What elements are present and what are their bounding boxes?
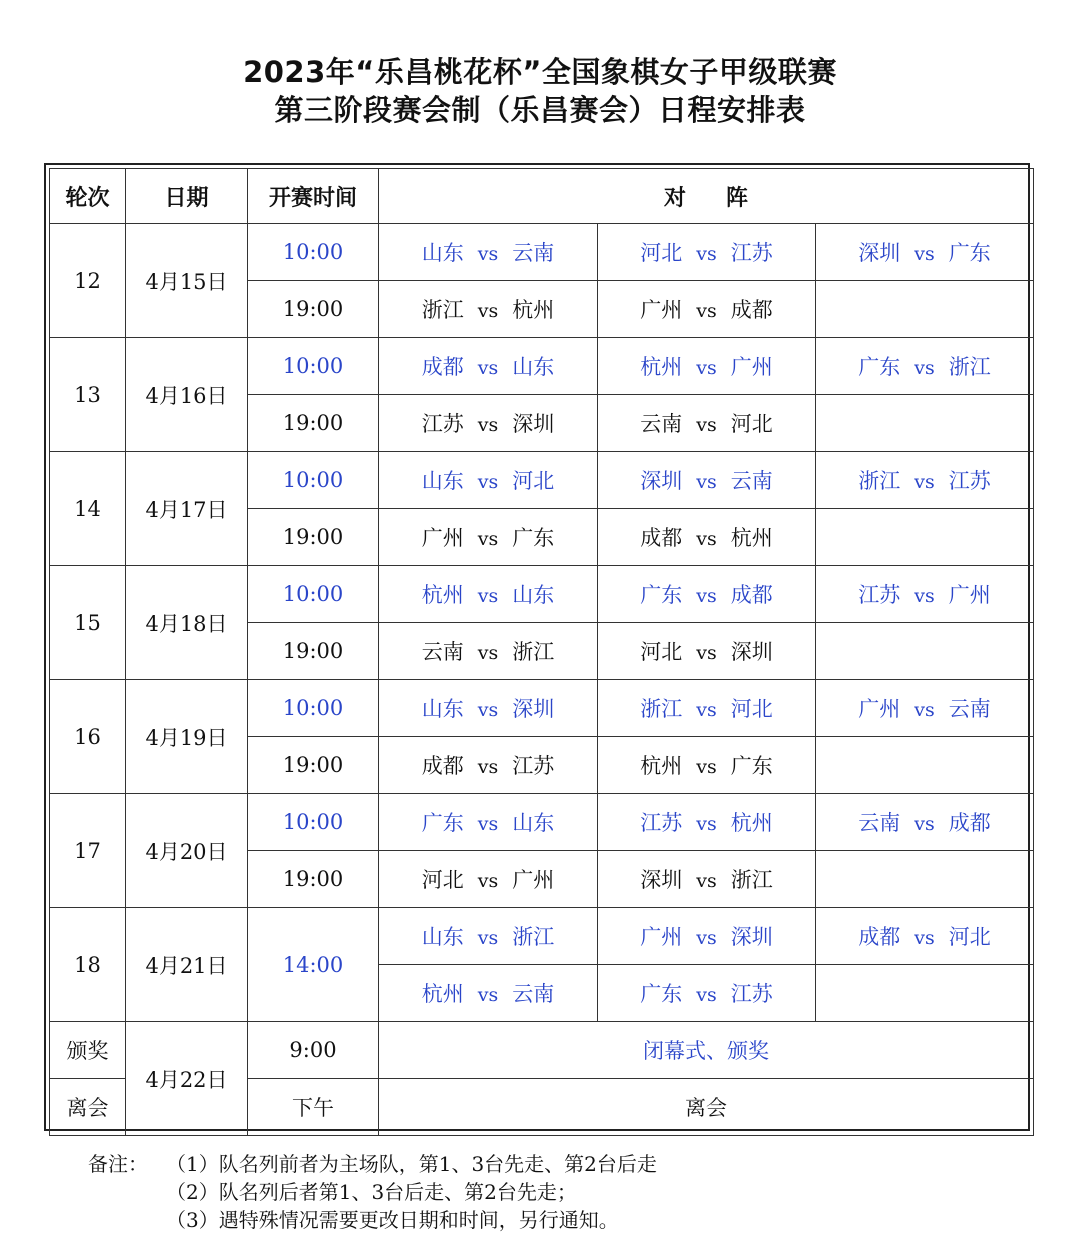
header-row — [50, 169, 1034, 224]
home-team: 河北 — [640, 640, 683, 664]
home-team: 浙江 — [858, 469, 901, 493]
vs-label: vs — [477, 300, 499, 322]
home-team: 江苏 — [421, 412, 464, 436]
away-team: 广东 — [730, 754, 773, 778]
note-2: （2）队名列后者第1、3台后走、第2台先走； — [166, 1180, 577, 1204]
home-team: 广东 — [640, 982, 683, 1006]
away-team: 广州 — [948, 583, 991, 607]
away-team: 山东 — [512, 583, 555, 607]
vs-label: vs — [696, 528, 717, 550]
away-team: 河北 — [512, 469, 555, 493]
home-team: 河北 — [421, 868, 464, 892]
match-cell — [598, 224, 816, 281]
title-line-1: 2023年“乐昌桃花杯”全国象棋女子甲级联赛 — [243, 55, 837, 89]
away-team: 浙江 — [730, 868, 773, 892]
match-cell — [598, 965, 816, 1022]
match-cell — [598, 737, 816, 794]
away-team: 杭州 — [512, 298, 555, 322]
round-date: 4月17日 — [126, 452, 248, 566]
home-team: 山东 — [421, 697, 464, 721]
match-cell — [816, 224, 1034, 281]
round-number: 12 — [50, 224, 126, 338]
start-time: 10:00 — [248, 566, 379, 623]
header-round: 轮次 — [50, 169, 126, 224]
away-team: 杭州 — [730, 811, 773, 835]
match-cell — [598, 395, 816, 452]
vs-label: vs — [914, 699, 935, 721]
match-cell — [598, 338, 816, 395]
away-team: 广州 — [730, 355, 773, 379]
match-cell — [379, 509, 598, 566]
vs-label: vs — [477, 813, 499, 835]
away-team: 深圳 — [512, 412, 555, 436]
vs-label: vs — [477, 357, 499, 379]
away-team: 深圳 — [512, 697, 555, 721]
schedule-table — [49, 168, 1034, 1136]
away-team: 河北 — [730, 412, 773, 436]
away-team: 广州 — [512, 868, 555, 892]
leave-event: 离会 — [379, 1079, 1034, 1136]
away-team: 广东 — [512, 526, 555, 550]
match-cell — [816, 965, 1034, 1022]
away-team: 成都 — [730, 583, 773, 607]
vs-label: vs — [696, 585, 717, 607]
match-cell — [598, 623, 816, 680]
home-team: 广州 — [421, 526, 464, 550]
header-date: 日期 — [126, 169, 248, 224]
vs-label: vs — [477, 870, 499, 892]
note-3: （3）遇特殊情况需要更改日期和时间，另行通知。 — [166, 1208, 619, 1232]
home-team: 云南 — [858, 811, 901, 835]
vs-label: vs — [696, 813, 717, 835]
match-cell — [379, 965, 598, 1022]
award-label: 颁奖 — [50, 1022, 126, 1079]
start-time: 10:00 — [248, 452, 379, 509]
round-number: 16 — [50, 680, 126, 794]
home-team: 杭州 — [421, 982, 464, 1006]
start-time: 19:00 — [248, 737, 379, 794]
vs-label: vs — [477, 471, 499, 493]
leave-time: 下午 — [248, 1079, 379, 1136]
header-time: 开赛时间 — [248, 169, 379, 224]
start-time: 10:00 — [248, 794, 379, 851]
notes — [88, 1150, 657, 1234]
award-time: 9:00 — [248, 1022, 379, 1079]
away-team: 广东 — [948, 241, 991, 265]
away-team: 成都 — [730, 298, 773, 322]
match-cell — [816, 794, 1034, 851]
home-team: 河北 — [640, 241, 683, 265]
leave-label: 离会 — [50, 1079, 126, 1136]
match-cell — [816, 452, 1034, 509]
round-date: 4月15日 — [126, 224, 248, 338]
vs-label: vs — [477, 528, 499, 550]
start-time: 10:00 — [248, 680, 379, 737]
match-cell — [598, 452, 816, 509]
home-team: 广东 — [421, 811, 464, 835]
start-time: 19:00 — [248, 623, 379, 680]
vs-label: vs — [696, 357, 717, 379]
match-cell — [816, 509, 1034, 566]
home-team: 江苏 — [858, 583, 901, 607]
away-team: 云南 — [948, 697, 991, 721]
match-cell — [379, 623, 598, 680]
vs-label: vs — [477, 642, 499, 664]
away-team: 浙江 — [948, 355, 991, 379]
away-team: 江苏 — [948, 469, 991, 493]
vs-label: vs — [477, 414, 499, 436]
home-team: 山东 — [421, 241, 464, 265]
home-team: 杭州 — [640, 754, 683, 778]
match-cell — [379, 680, 598, 737]
home-team: 山东 — [421, 925, 464, 949]
match-cell — [379, 794, 598, 851]
home-team: 江苏 — [640, 811, 683, 835]
match-cell — [816, 737, 1034, 794]
vs-label: vs — [914, 813, 935, 835]
vs-label: vs — [914, 585, 935, 607]
start-time: 14:00 — [248, 908, 379, 1022]
home-team: 深圳 — [858, 241, 901, 265]
away-team: 河北 — [730, 697, 773, 721]
vs-label: vs — [696, 243, 717, 265]
away-team: 江苏 — [730, 982, 773, 1006]
match-cell — [816, 338, 1034, 395]
vs-label: vs — [914, 927, 935, 949]
title-line-2: 第三阶段赛会制（乐昌赛会）日程安排表 — [274, 93, 806, 127]
award-date: 4月22日 — [126, 1022, 248, 1136]
match-cell — [816, 623, 1034, 680]
home-team: 山东 — [421, 469, 464, 493]
vs-label: vs — [914, 357, 935, 379]
round-number: 15 — [50, 566, 126, 680]
vs-label: vs — [696, 471, 717, 493]
away-team: 山东 — [512, 811, 555, 835]
away-team: 杭州 — [730, 526, 773, 550]
home-team: 成都 — [640, 526, 683, 550]
vs-label: vs — [696, 414, 717, 436]
home-team: 杭州 — [640, 355, 683, 379]
vs-label: vs — [477, 243, 499, 265]
table-row — [50, 224, 1034, 281]
match-cell — [379, 908, 598, 965]
round-date: 4月16日 — [126, 338, 248, 452]
vs-label: vs — [477, 984, 499, 1006]
award-event: 闭幕式、颁奖 — [379, 1022, 1034, 1079]
home-team: 深圳 — [640, 868, 683, 892]
vs-label: vs — [696, 756, 717, 778]
match-cell — [816, 281, 1034, 338]
away-team: 成都 — [948, 811, 991, 835]
vs-label: vs — [696, 642, 717, 664]
table-row — [50, 566, 1034, 623]
award-row — [50, 1022, 1034, 1079]
match-cell — [598, 680, 816, 737]
away-team: 河北 — [948, 925, 991, 949]
vs-label: vs — [696, 699, 717, 721]
match-cell — [816, 395, 1034, 452]
round-number: 18 — [50, 908, 126, 1022]
match-cell — [598, 281, 816, 338]
start-time: 19:00 — [248, 395, 379, 452]
match-cell — [379, 566, 598, 623]
vs-label: vs — [477, 699, 499, 721]
vs-label: vs — [696, 984, 717, 1006]
match-cell — [598, 566, 816, 623]
notes-label: 备注： — [88, 1152, 148, 1176]
vs-label: vs — [696, 927, 717, 949]
round-number: 17 — [50, 794, 126, 908]
round-date: 4月18日 — [126, 566, 248, 680]
home-team: 浙江 — [640, 697, 683, 721]
round-date: 4月21日 — [126, 908, 248, 1022]
away-team: 深圳 — [730, 640, 773, 664]
match-cell — [379, 851, 598, 908]
home-team: 广东 — [640, 583, 683, 607]
away-team: 江苏 — [512, 754, 555, 778]
away-team: 浙江 — [512, 640, 555, 664]
away-team: 山东 — [512, 355, 555, 379]
match-cell — [379, 737, 598, 794]
start-time: 10:00 — [248, 224, 379, 281]
match-cell — [379, 395, 598, 452]
match-cell — [598, 509, 816, 566]
home-team: 杭州 — [421, 583, 464, 607]
table-row — [50, 908, 1034, 965]
home-team: 浙江 — [421, 298, 464, 322]
match-cell — [379, 281, 598, 338]
table-row — [50, 452, 1034, 509]
match-cell — [379, 452, 598, 509]
table-row — [50, 338, 1034, 395]
vs-label: vs — [914, 243, 935, 265]
match-cell — [816, 851, 1034, 908]
home-team: 广州 — [640, 298, 683, 322]
note-1: （1）队名列前者为主场队，第1、3台先走、第2台后走 — [166, 1152, 657, 1176]
vs-label: vs — [477, 927, 499, 949]
round-number: 13 — [50, 338, 126, 452]
match-cell — [816, 908, 1034, 965]
away-team: 江苏 — [730, 241, 773, 265]
vs-label: vs — [696, 870, 717, 892]
home-team: 广州 — [858, 697, 901, 721]
home-team: 成都 — [421, 754, 464, 778]
match-cell — [379, 338, 598, 395]
round-date: 4月19日 — [126, 680, 248, 794]
match-cell — [598, 851, 816, 908]
home-team: 广州 — [640, 925, 683, 949]
table-row — [50, 680, 1034, 737]
home-team: 成都 — [858, 925, 901, 949]
home-team: 成都 — [421, 355, 464, 379]
table-row — [50, 794, 1034, 851]
match-cell — [598, 794, 816, 851]
away-team: 云南 — [512, 241, 555, 265]
start-time: 19:00 — [248, 509, 379, 566]
match-cell — [816, 566, 1034, 623]
start-time: 19:00 — [248, 281, 379, 338]
home-team: 云南 — [421, 640, 464, 664]
round-number: 14 — [50, 452, 126, 566]
home-team: 广东 — [858, 355, 901, 379]
home-team: 云南 — [640, 412, 683, 436]
match-cell — [598, 908, 816, 965]
round-date: 4月20日 — [126, 794, 248, 908]
away-team: 云南 — [730, 469, 773, 493]
away-team: 浙江 — [512, 925, 555, 949]
start-time: 10:00 — [248, 338, 379, 395]
vs-label: vs — [696, 300, 717, 322]
match-cell — [379, 224, 598, 281]
vs-label: vs — [477, 585, 499, 607]
match-cell — [816, 680, 1034, 737]
vs-label: vs — [477, 756, 499, 778]
header-matches: 对 阵 — [379, 169, 1034, 224]
vs-label: vs — [914, 471, 935, 493]
away-team: 深圳 — [730, 925, 773, 949]
away-team: 云南 — [512, 982, 555, 1006]
home-team: 深圳 — [640, 469, 683, 493]
start-time: 19:00 — [248, 851, 379, 908]
